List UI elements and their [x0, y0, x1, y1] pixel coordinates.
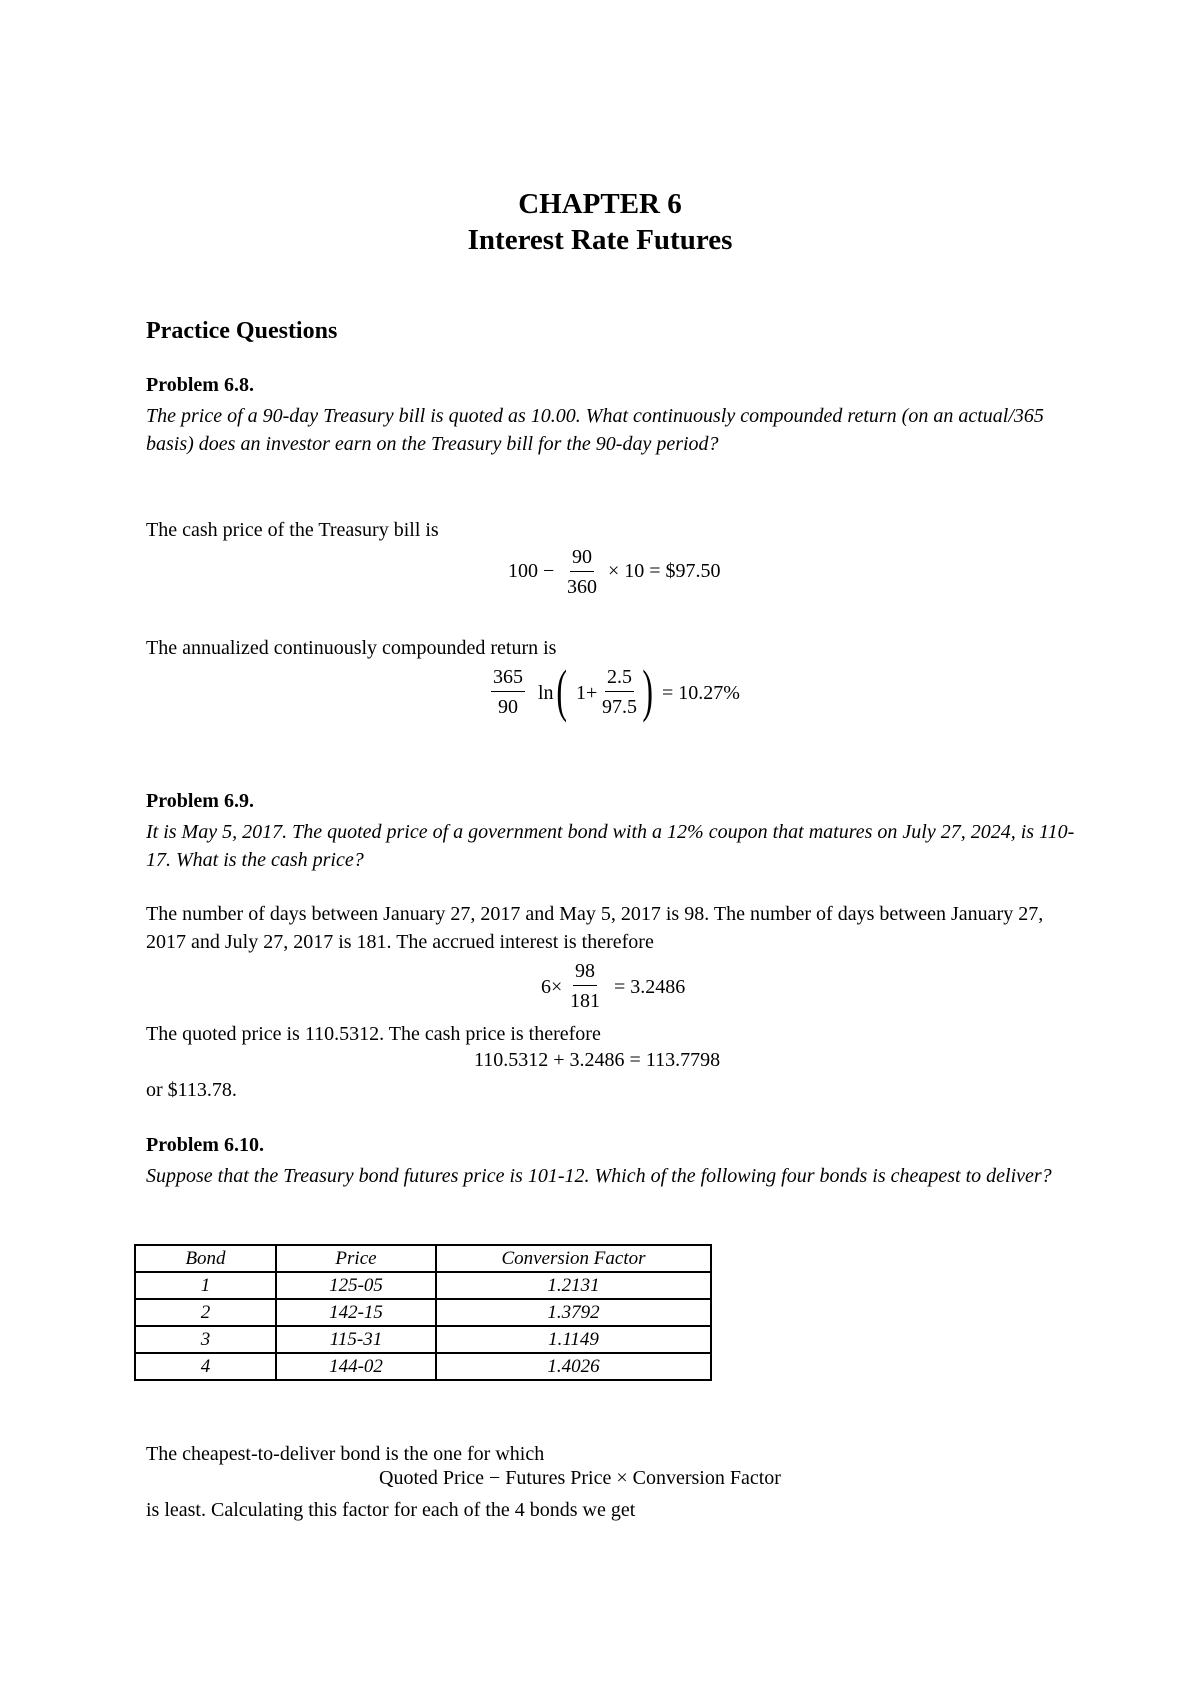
- table-header-cell: Conversion Factor: [436, 1245, 711, 1272]
- fraction-90-360: [567, 546, 597, 598]
- problem-6-10-question: Suppose that the Treasury bond futures price is 101-12. Which of the following four bonds is cheapest to deliver?: [146, 1165, 1052, 1187]
- problem-6-9-question: It is May 5, 2017. The quoted price of a government bond with a 12% coupon that matures on July 27, 2024, is 110-17. What is the cash price?: [146, 821, 1075, 871]
- left-paren-icon: (: [556, 658, 567, 723]
- table-cell: 1.2131: [436, 1272, 711, 1299]
- equation-cash-price-sum: 110.5312 + 3.2486 = 113.7798: [474, 1049, 721, 1071]
- table-cell: 4: [135, 1353, 276, 1380]
- fraction-numerator: 98: [573, 960, 597, 986]
- table-header-cell: Bond: [135, 1245, 276, 1272]
- table-cell: 115-31: [276, 1326, 436, 1353]
- table-cell: 1.1149: [436, 1326, 711, 1353]
- fraction-98-181: [570, 960, 600, 1012]
- eq-one-plus: 1+: [576, 682, 598, 704]
- ln-symbol: ln: [538, 682, 554, 704]
- fraction-denominator: 181: [570, 990, 600, 1012]
- eq-lead: 6×: [541, 976, 563, 998]
- table-row: [135, 1326, 711, 1353]
- chapter-number: CHAPTER 6: [518, 188, 682, 220]
- eq-tail: × 10 = $97.50: [608, 560, 721, 582]
- problem-6-9-text-quoted: The quoted price is 110.5312. The cash price is therefore: [146, 1023, 601, 1045]
- table-cell: 1.4026: [436, 1353, 711, 1380]
- equation-ctd-factor: Quoted Price − Futures Price × Conversion Factor: [379, 1467, 781, 1489]
- problem-6-10-label: Problem 6.10.: [146, 1134, 264, 1156]
- table-row: [135, 1299, 711, 1326]
- chapter-title: Interest Rate Futures: [467, 224, 733, 256]
- problem-6-10-text-ctd: The cheapest-to-deliver bond is the one for which: [146, 1443, 545, 1465]
- table-cell: 3: [135, 1326, 276, 1353]
- fraction-numerator: 365: [491, 666, 525, 692]
- eq-tail: = 3.2486: [614, 976, 686, 998]
- problem-6-10-text-least: is least. Calculating this factor for each of the 4 bonds we get: [146, 1499, 636, 1521]
- fraction-365-90: [491, 666, 525, 718]
- table-header-row: [135, 1245, 711, 1272]
- table-cell: 142-15: [276, 1299, 436, 1326]
- table-cell: 144-02: [276, 1353, 436, 1380]
- fraction-denominator: 97.5: [602, 696, 637, 718]
- fraction-numerator: 90: [570, 546, 594, 572]
- table-cell: 1: [135, 1272, 276, 1299]
- problem-6-9-text-days: The number of days between January 27, 2017 and May 5, 2017 is 98. The number of days between January 27, 2017 and July 27, 2017 is 181. The accrued interest is therefore: [146, 903, 1044, 953]
- table-header-cell: Price: [276, 1245, 436, 1272]
- problem-6-9-label: Problem 6.9.: [146, 790, 254, 812]
- problem-6-8-label: Problem 6.8.: [146, 374, 254, 396]
- section-heading: Practice Questions: [146, 318, 338, 344]
- problem-6-8-text-cash-price: The cash price of the Treasury bill is: [146, 519, 439, 541]
- problem-6-8-text-return: The annualized continuously compounded return is: [146, 637, 557, 659]
- right-paren-icon: ): [642, 658, 653, 723]
- problem-6-9-text-result: or $113.78.: [146, 1079, 237, 1101]
- problem-6-8-question: The price of a 90-day Treasury bill is quoted as 10.00. What continuously compounded return (on an actual/365 basis) does an investor earn on the Treasury bill for the 90-day period?: [146, 405, 1044, 455]
- fraction-denominator: 360: [567, 576, 597, 598]
- fraction-denominator: 90: [498, 696, 518, 718]
- bond-table: [134, 1244, 712, 1381]
- table-cell: 2: [135, 1299, 276, 1326]
- fraction-numerator: 2.5: [605, 666, 634, 692]
- eq-lead: 100 −: [508, 560, 555, 582]
- table-cell: 1.3792: [436, 1299, 711, 1326]
- table-row: [135, 1272, 711, 1299]
- table-cell: 125-05: [276, 1272, 436, 1299]
- table-row: [135, 1353, 711, 1380]
- fraction-2-5-97-5: [602, 666, 637, 718]
- eq-result: = 10.27%: [662, 682, 740, 704]
